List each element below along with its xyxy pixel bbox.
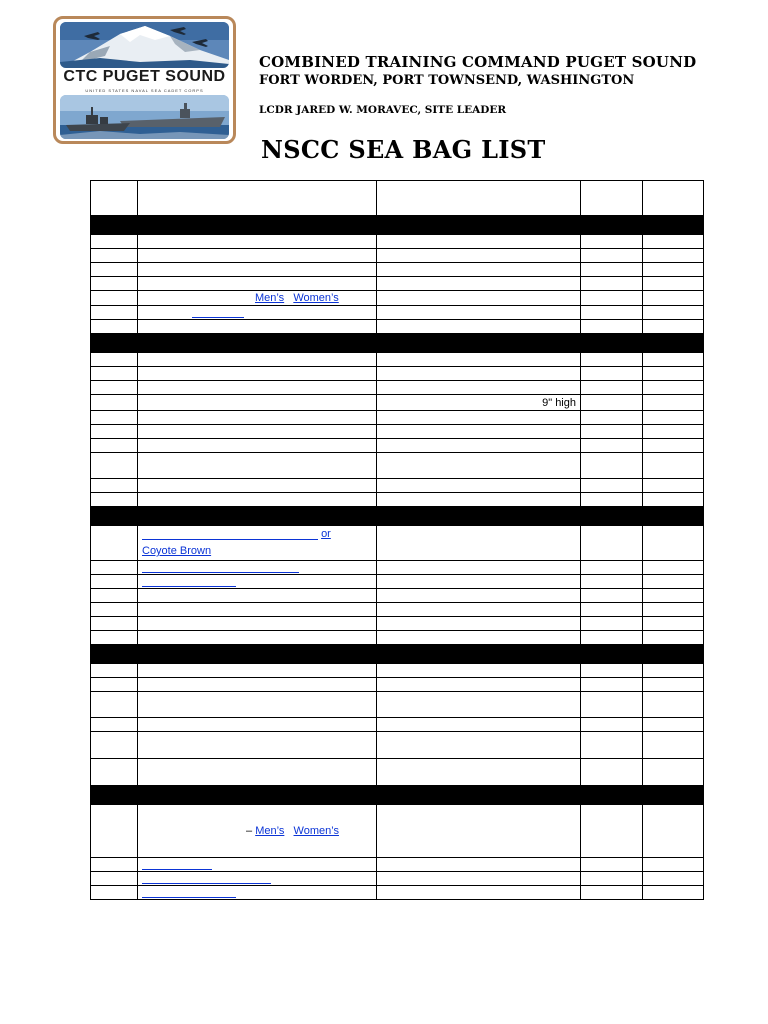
table-row [91,353,704,367]
table-row [91,291,704,306]
womens-link[interactable]: Women’s [293,292,339,304]
section-header-row [91,786,704,805]
womens-link[interactable]: Women’s [293,825,339,837]
mountain-jets-scene [60,22,229,68]
section-header-row [91,216,704,235]
organization-name: COMBINED TRAINING COMMAND PUGET SOUND [259,53,697,71]
table-row [91,561,704,575]
table-row [91,718,704,732]
table-row [91,381,704,395]
table-row [91,249,704,263]
table-row [91,425,704,439]
table-row [91,603,704,617]
item-link[interactable] [192,306,244,318]
table-row [91,453,704,479]
table-row [91,493,704,507]
table-row [91,872,704,886]
item-link[interactable] [142,872,271,884]
table-row [91,617,704,631]
header-cell [581,181,643,216]
section-header-row [91,507,704,526]
table-row [91,411,704,425]
table-row [91,805,704,858]
header-cell [91,181,138,216]
table-row [91,678,704,692]
header-cell [138,181,377,216]
ctc-puget-sound-logo [53,16,236,144]
table-row [91,631,704,645]
table-row [91,692,704,718]
item-link[interactable] [142,526,318,540]
dash-text: – [246,825,256,837]
item-spec: 9" high [377,395,581,411]
organization-location: FORT WORDEN, PORT TOWNSEND, WASHINGTON [259,73,635,88]
coyote-brown-link[interactable]: Coyote Brown [142,545,212,557]
table-row [91,526,704,561]
table-row [91,479,704,493]
table-row [91,858,704,872]
logo-text: CTC PUGET SOUND [63,68,226,85]
table-row [91,306,704,320]
table-row [91,589,704,603]
table-header-row [91,181,704,216]
table-row [91,575,704,589]
header-cell [377,181,581,216]
table-row [91,395,704,411]
table-row [91,320,704,334]
item-link[interactable] [142,858,212,870]
sea-bag-table [90,180,704,900]
table-row [91,235,704,249]
table-row [91,664,704,678]
section-header-row [91,645,704,664]
item-link[interactable] [142,561,299,573]
item-link[interactable] [142,886,236,898]
table-row [91,732,704,759]
table-row [91,277,704,291]
logo-subtext: UNITED STATES NAVAL SEA CADET CORPS [85,88,204,93]
table-row [91,367,704,381]
site-leader: LCDR JARED W. MORAVEC, SITE LEADER [259,104,507,116]
mens-link[interactable]: Men’s [255,292,285,304]
ship-scene [60,95,229,139]
page-title: NSCC SEA BAG LIST [261,135,546,164]
table-row [91,886,704,900]
item-link[interactable] [142,575,236,587]
table-row [91,759,704,786]
table-row [91,439,704,453]
section-header-row [91,334,704,353]
table-row [91,263,704,277]
header-cell [643,181,704,216]
mens-link[interactable]: Men’s [255,825,285,837]
or-link[interactable]: or [321,528,331,540]
